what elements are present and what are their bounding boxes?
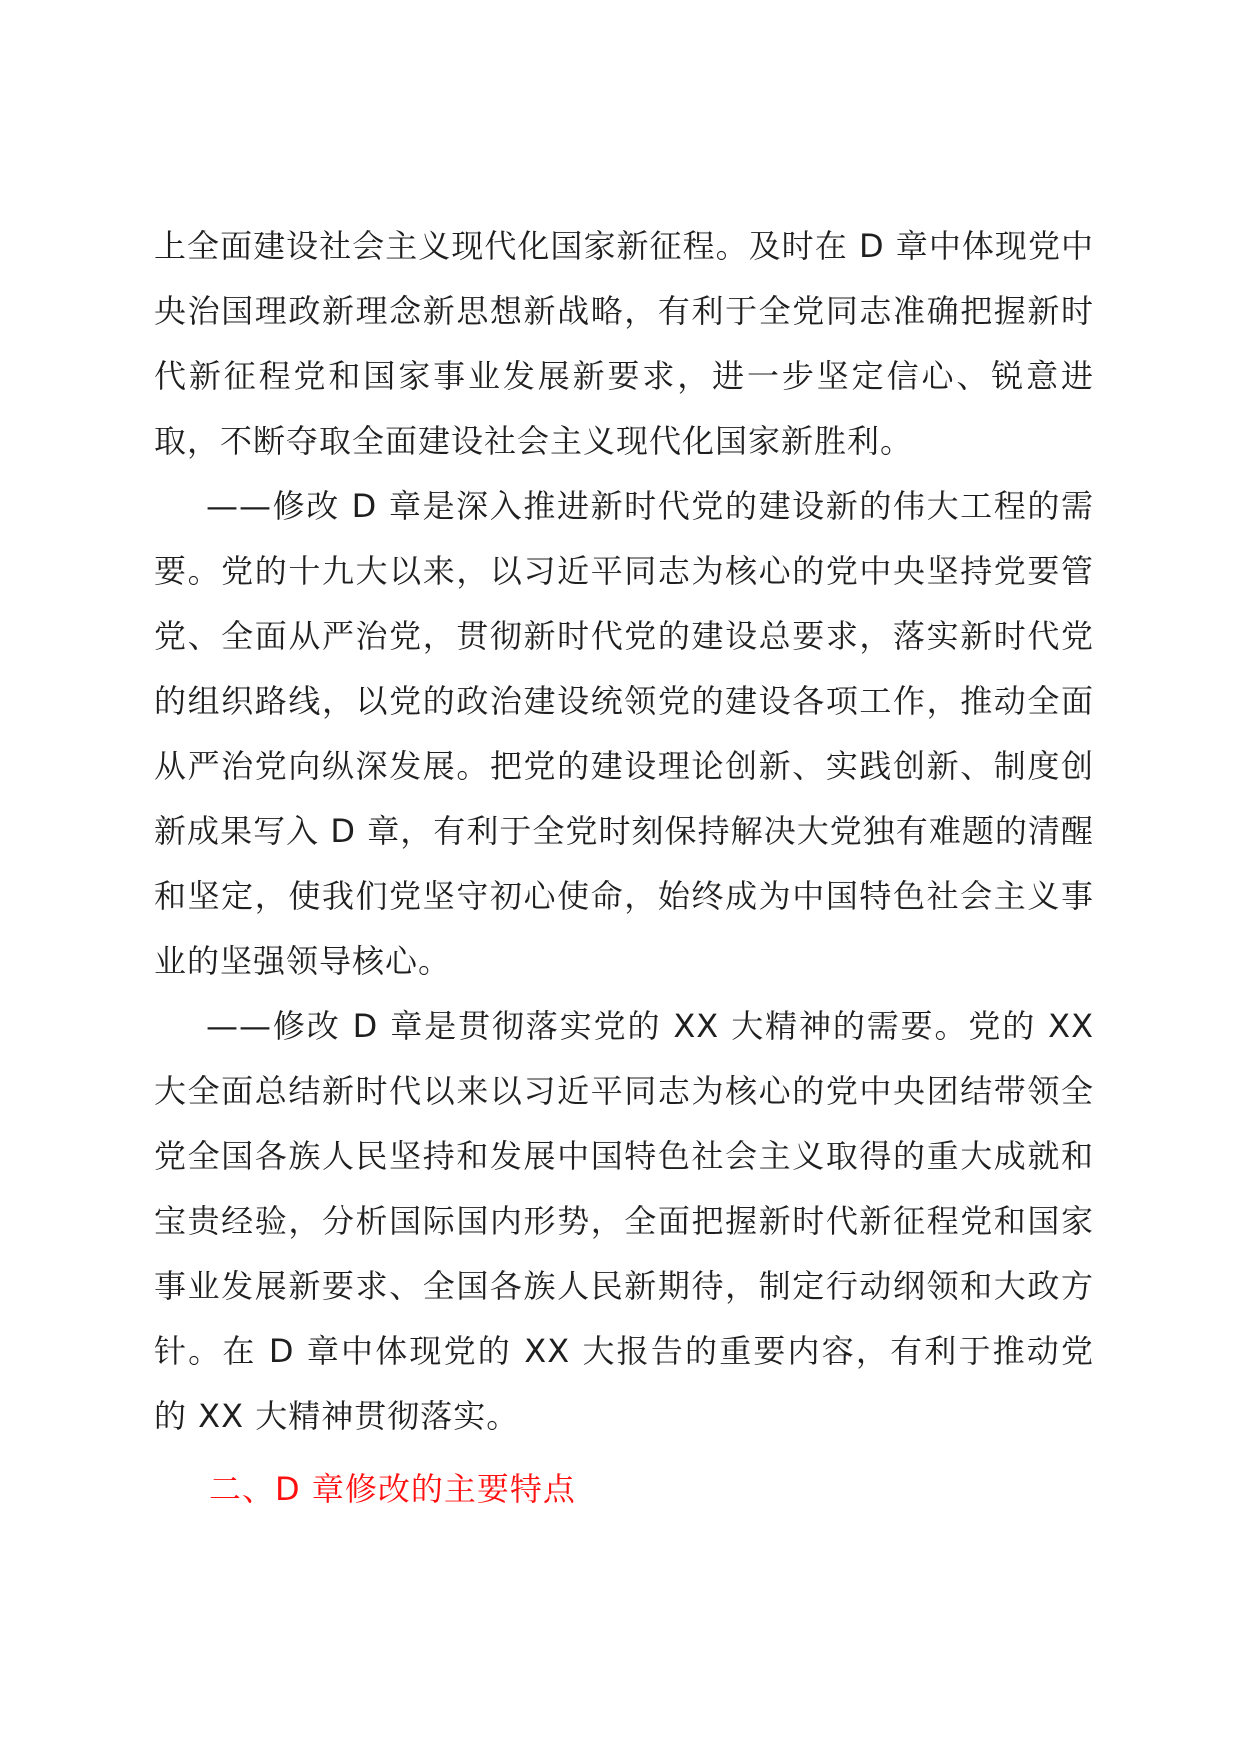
paragraph-party-building: ——修改 D 章是深入推进新时代党的建设新的伟大工程的需要。党的十九大以来，以习近平同志为核心的党中央坚持党要管党、全面从严治党，贯彻新时代党的建设总要求，落实新时代党的组织路线，以党的政治建设统领党的建设各项工作，推动全面从严治党向纵深发展。把党的建设理论创新、实践创新、制度创新成果写入 D 章，有利于全党时刻保持解决大党独有难题的清醒和坚定，使我们党坚守初心使命，始终成为中国特色社会主义事业的坚强领导核心。 xyxy=(154,487,1094,980)
document-body xyxy=(154,214,1094,1522)
paragraph-congress-spirit: ——修改 D 章是贯彻落实党的 XX 大精神的需要。党的 XX 大全面总结新时代以来以习近平同志为核心的党中央团结带领全党全国各族人民坚持和发展中国特色社会主义取得的重大成就和宝贵经验，分析国际国内形势，全面把握新时代新征程党和国家事业发展新要求、全国各族人民新期待，制定行动纲领和大政方针。在 D 章中体现党的 XX 大报告的重要内容，有利于推动党的 XX 大精神贯彻落实。 xyxy=(154,1007,1094,1435)
paragraph-continuation: 上全面建设社会主义现代化国家新征程。及时在 D 章中体现党中央治国理政新理念新思想新战略，有利于全党同志准确把握新时代新征程党和国家事业发展新要求，进一步坚定信心、锐意进取，不断夺取全面建设社会主义现代化国家新胜利。 xyxy=(154,227,1094,460)
section-heading: 二、D 章修改的主要特点 xyxy=(209,1470,576,1508)
